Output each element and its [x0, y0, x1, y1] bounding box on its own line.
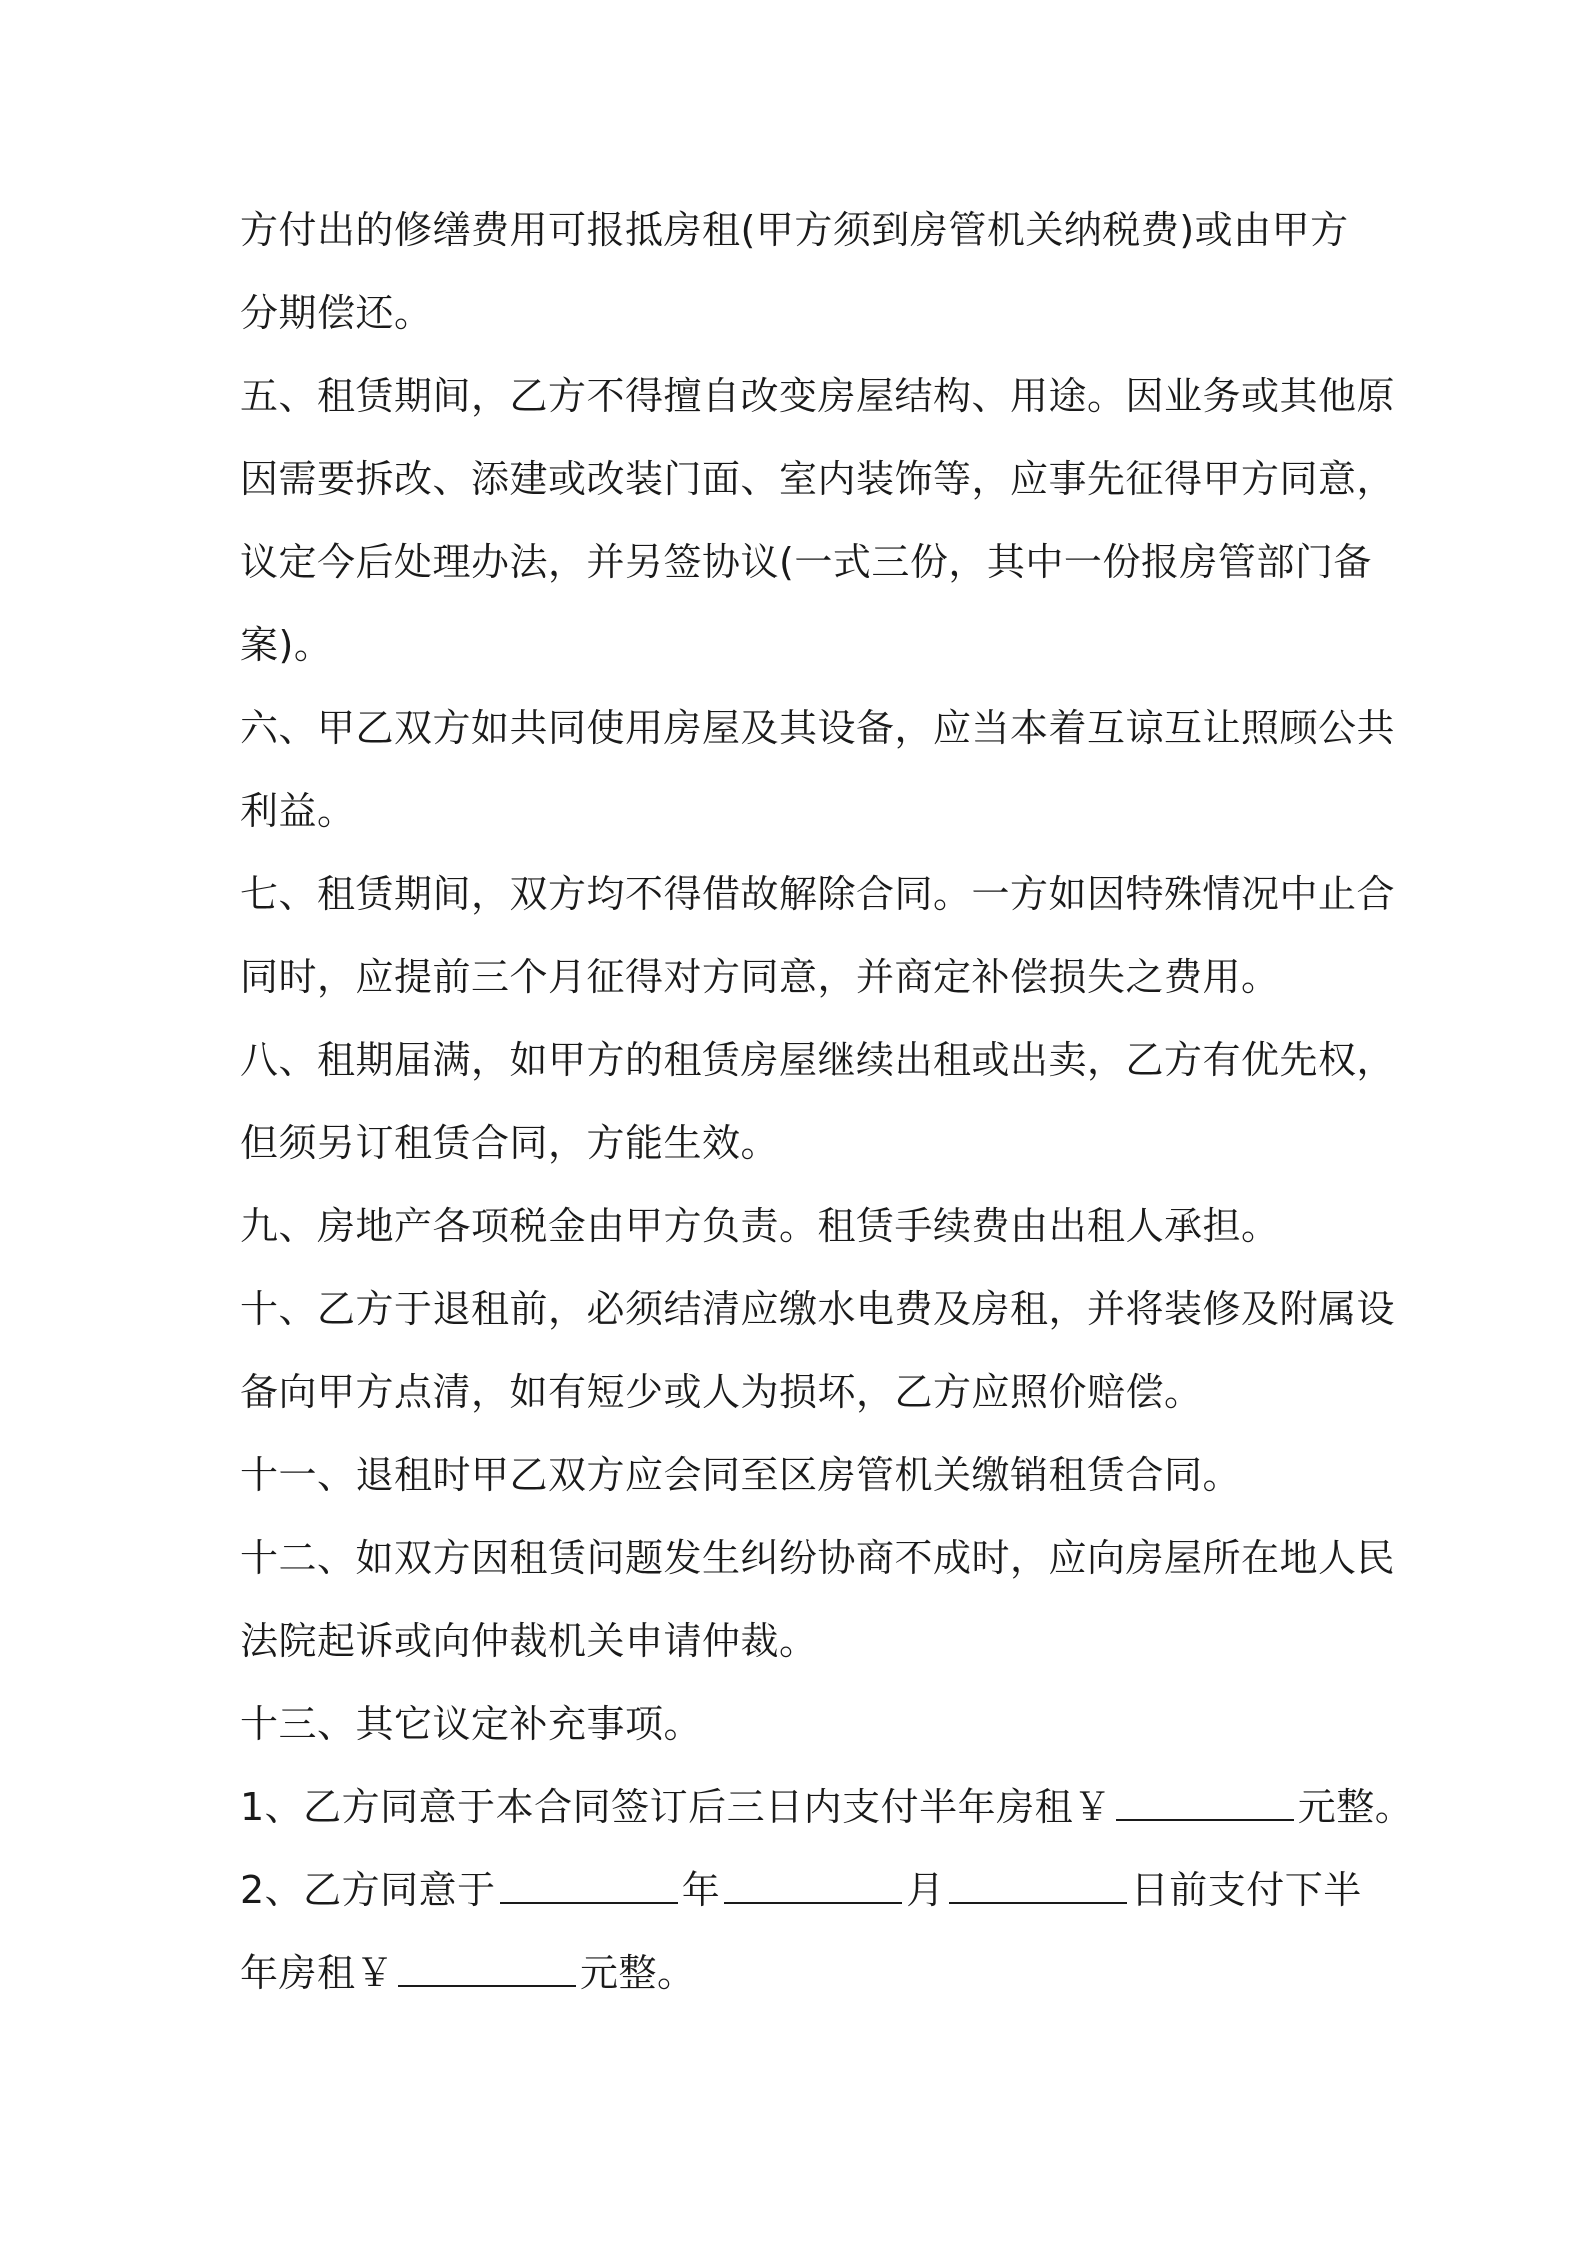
clause-12-line: 十二、如双方因租赁问题发生纠纷协商不成时，应向房屋所在地人民 — [240, 1536, 1396, 1580]
item-1-text: 1、乙方同意于本合同签订后三日内支付半年房租￥ — [240, 1785, 1112, 1829]
item-1-suffix: 元整。 — [1297, 1785, 1414, 1829]
item-2-line2-suffix: 元整。 — [580, 1951, 696, 1995]
second-rent-amount-blank[interactable] — [398, 1941, 576, 1987]
text-line: 方付出的修缮费用可报抵房租(甲方须到房管机关纳税费)或由甲方 — [240, 208, 1349, 252]
text-line: 法院起诉或向仲裁机关申请仲裁。 — [240, 1619, 818, 1663]
day-suffix: 日前支付下半 — [1130, 1868, 1362, 1912]
item-2-line-2 — [240, 1941, 1360, 2024]
item-2-text: 2、乙方同意于 — [240, 1868, 496, 1912]
month-blank[interactable] — [724, 1858, 902, 1904]
clause-5-line: 五、租赁期间，乙方不得擅自改变房屋结构、用途。因业务或其他原 — [240, 374, 1396, 418]
clause-9-line: 九、房地产各项税金由甲方负责。租赁手续费由出租人承担。 — [240, 1204, 1280, 1248]
clause-7-line: 七、租赁期间，双方均不得借故解除合同。一方如因特殊情况中止合 — [240, 872, 1396, 916]
item-2-line — [240, 1858, 1360, 1941]
contract-body — [240, 198, 1414, 2024]
clause-6-line: 六、甲乙双方如共同使用房屋及其设备，应当本着互谅互让照顾公共 — [240, 706, 1396, 750]
clause-11-line: 十一、退租时甲乙双方应会同至区房管机关缴销租赁合同。 — [240, 1453, 1242, 1497]
text-line: 分期偿还。 — [240, 291, 433, 335]
text-line: 案)。 — [240, 623, 333, 667]
year-label: 年 — [681, 1868, 721, 1912]
text-line: 因需要拆改、添建或改装门面、室内装饰等，应事先征得甲方同意， — [240, 457, 1396, 501]
text-line: 利益。 — [240, 789, 356, 833]
month-label: 月 — [906, 1868, 945, 1912]
rent-amount-blank[interactable] — [1116, 1775, 1294, 1821]
text-line: 但须另订租赁合同，方能生效。 — [240, 1121, 780, 1165]
clause-10-line: 十、乙方于退租前，必须结清应缴水电费及房租，并将装修及附属设 — [240, 1287, 1396, 1331]
clause-13-line: 十三、其它议定补充事项。 — [240, 1702, 703, 1746]
text-line: 议定今后处理办法，并另签协议(一式三份，其中一份报房管部门备 — [240, 540, 1372, 584]
clause-8-line: 八、租期届满，如甲方的租赁房屋继续出租或出卖，乙方有优先权， — [240, 1038, 1396, 1082]
year-blank[interactable] — [500, 1858, 678, 1904]
text-line: 同时，应提前三个月征得对方同意，并商定补偿损失之费用。 — [240, 955, 1280, 999]
text-line: 备向甲方点清，如有短少或人为损坏，乙方应照价赔偿。 — [240, 1370, 1203, 1414]
item-2-line2-text: 年房租￥ — [240, 1951, 395, 1995]
item-1-line — [240, 1775, 1414, 1858]
day-blank[interactable] — [949, 1858, 1127, 1904]
